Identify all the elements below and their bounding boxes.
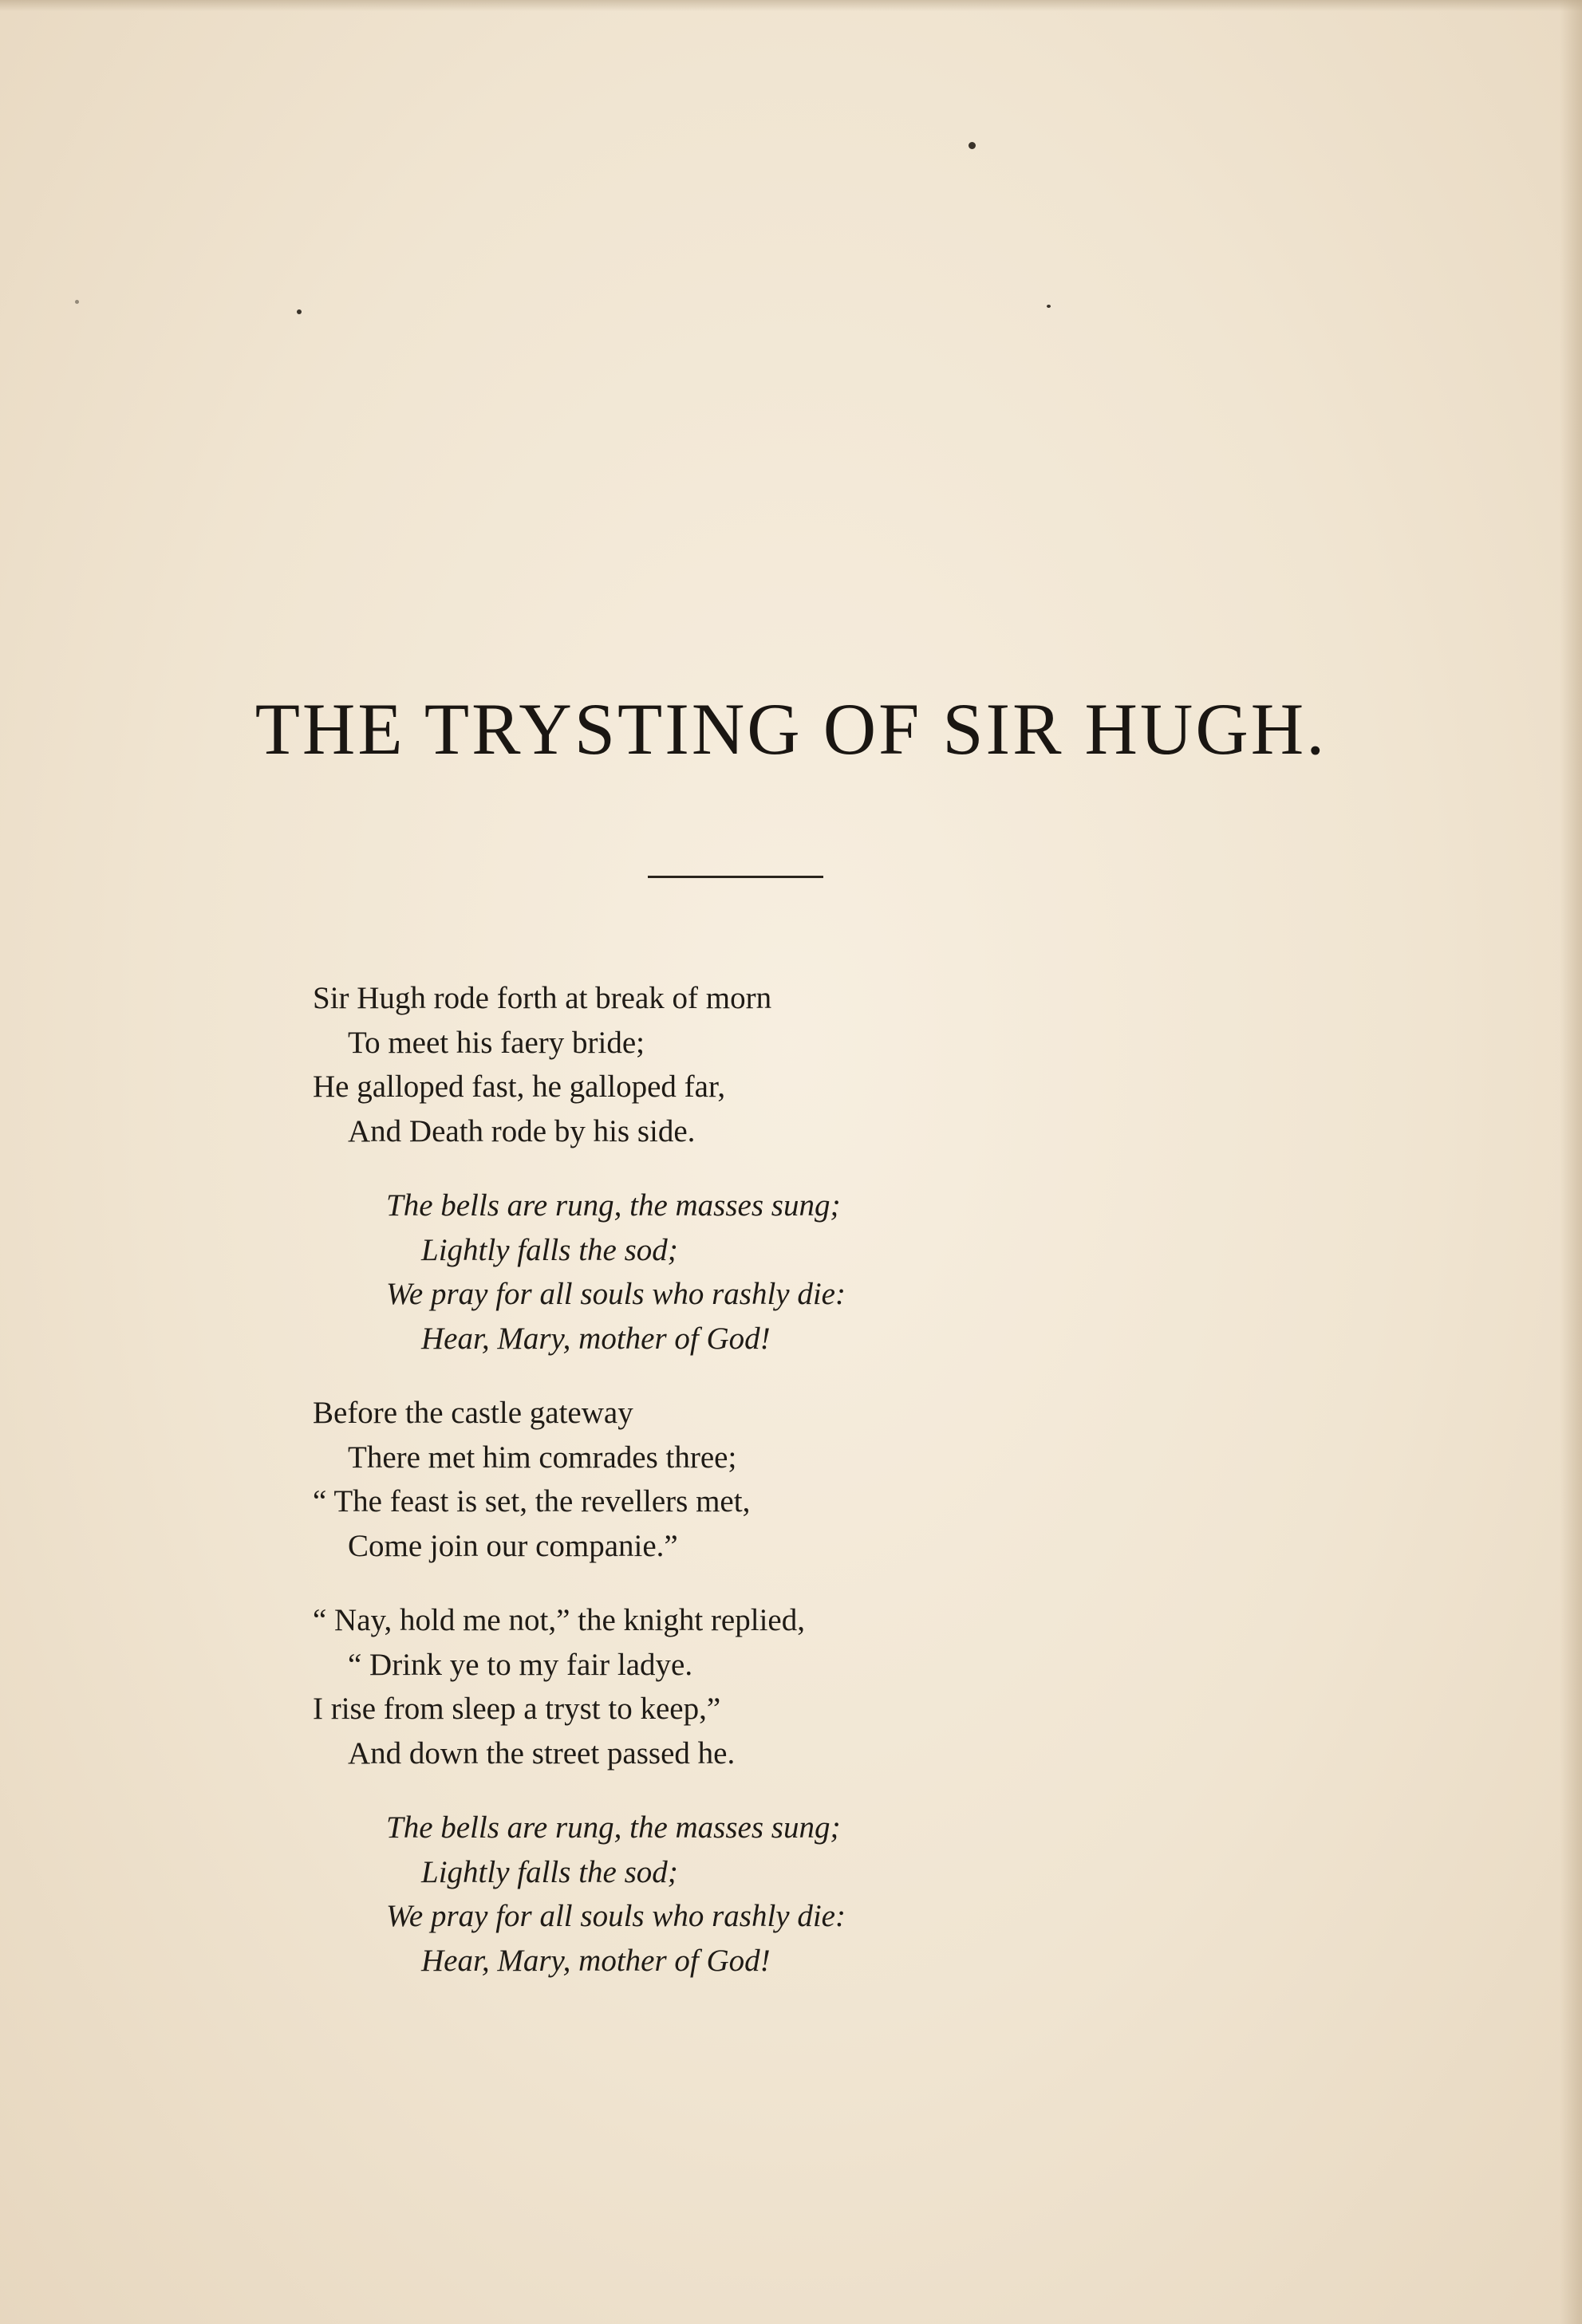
refrain-line: Lightly falls the sod; — [421, 1232, 678, 1267]
poem-title: THE TRYSTING OF SIR HUGH. — [254, 688, 1328, 770]
stanza-1 — [313, 976, 1350, 1153]
title-underline — [648, 876, 823, 878]
poem-body — [313, 976, 1350, 2013]
verse-line: He galloped fast, he galloped far, — [313, 1069, 726, 1104]
verse-line: “ Drink ye to my fair ladye. — [348, 1647, 693, 1682]
verse-line: Sir Hugh rode forth at break of morn — [313, 981, 772, 1015]
refrain-line: Hear, Mary, mother of God! — [421, 1943, 771, 1978]
verse-line: Come join our companie.” — [348, 1528, 678, 1563]
page-edge-shadow — [1560, 0, 1582, 2324]
refrain-2 — [313, 1806, 1350, 1983]
refrain-line: The bells are rung, the masses sung; — [386, 1188, 841, 1223]
verse-line: And down the street passed he. — [348, 1735, 736, 1771]
refrain-1 — [313, 1184, 1350, 1361]
refrain-line: Hear, Mary, mother of God! — [421, 1321, 771, 1356]
refrain-line: We pray for all souls who rashly die: — [386, 1899, 846, 1933]
paper-speck — [297, 309, 302, 314]
paper-speck — [1047, 305, 1051, 308]
verse-line: Before the castle gateway — [313, 1396, 633, 1430]
verse-line: I rise from sleep a tryst to keep,” — [313, 1692, 721, 1726]
verse-line: To meet his faery bride; — [348, 1025, 645, 1060]
verse-line: “ The feast is set, the revellers met, — [313, 1484, 751, 1518]
stanza-2 — [313, 1391, 1350, 1568]
paper-speck — [75, 300, 79, 304]
stanza-3 — [313, 1598, 1350, 1775]
paper-speck — [969, 142, 976, 149]
refrain-line: We pray for all souls who rashly die: — [386, 1277, 846, 1311]
verse-line: And Death rode by his side. — [348, 1113, 696, 1148]
verse-line: There met him comrades three; — [348, 1440, 737, 1475]
refrain-line: The bells are rung, the masses sung; — [386, 1810, 841, 1845]
refrain-line: Lightly falls the sod; — [421, 1854, 678, 1889]
page-top-shadow — [0, 0, 1582, 11]
verse-line: “ Nay, hold me not,” the knight replied, — [313, 1603, 805, 1637]
